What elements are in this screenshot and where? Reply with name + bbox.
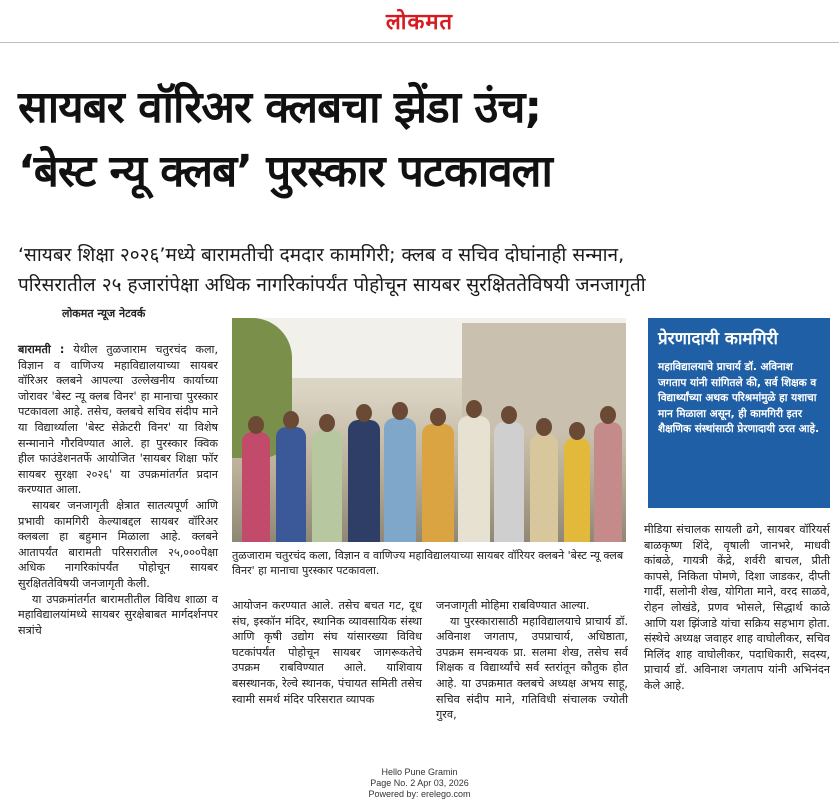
subheadline-line-1: ‘सायबर शिक्षा २०२६’मध्ये बारामतीची दमदार कामगिरी; क्लब व सचिव दोघांनाही सन्मान, — [18, 244, 625, 266]
article-paragraph-4: आयोजन करण्यात आले. तसेच बचत गट, दूध संघ, इस्कॉन मंदिर, स्थानिक व्यावसायिक संस्था आणि कृषी उद्योग संघ यांसारख्या विविध घटकांपर्यंत पोहोचून सायबर जागरूकतेचे उपक्रम राबविण्यात आले. याशिवाय बसस्थानक, रेल्वे स्थानक, पंचायत समिती तसेच स्वामी समर्थ मंदिर परिसरात व्यापक — [232, 599, 422, 706]
masthead-divider — [0, 42, 839, 43]
photo-group-people — [232, 392, 626, 542]
article-paragraph-2: सायबर जनजागृती क्षेत्रात सातत्यपूर्ण आणि प्रभावी कामगिरी केल्याबद्दल सायबर वॉरिअर क्लबला हा बहुमान मिळाला आहे. क्लबने आतापर्यंत बारामती परिसरातील २५,०००पेक्षा अधिक नागरिकांपर्यंत पोहोचून सायबर सुरक्षिततेविषयी जनजागृती केली. — [18, 498, 218, 590]
news-photo — [232, 318, 626, 542]
dateline-place: बारामती : — [18, 343, 65, 356]
subheadline — [18, 240, 830, 300]
article-column-2 — [232, 598, 422, 707]
footer-powered-by: Powered by: erelego.com — [368, 789, 471, 799]
footer-edition: Hello Pune Gramin — [381, 767, 458, 777]
article-column-1 — [18, 342, 218, 638]
page-footer — [0, 767, 839, 800]
article-column-4 — [644, 522, 830, 694]
article-column-3 — [436, 598, 628, 723]
sidebar-box — [648, 318, 830, 508]
photo-caption: तुळजाराम चतुरचंद कला, विज्ञान व वाणिज्य महाविद्यालयाच्या सायबर वॉरियर क्लबने 'बेस्ट न्यू क्लब विनर' हा मानाचा पुरस्कार पटकावला. — [232, 549, 624, 577]
subheadline-line-2: परिसरातील २५ हजारांपेक्षा अधिक नागरिकांपर्यंत पोहोचून सायबर सुरक्षिततेविषयी जनजागृती — [18, 274, 646, 296]
headline-line-1: सायबर वॉरिअर क्लबचा झेंडा उंच; — [18, 82, 542, 133]
headline-line-2: ‘बेस्ट न्यू क्लब’ पुरस्कार पटकावला — [18, 146, 552, 197]
article-paragraph-3: या उपक्रमांतर्गत बारामतीतील विविध शाळा व महाविद्यालयांमध्ये सायबर सुरक्षेबाबत मार्गदर्शनपर सत्रांचे — [18, 592, 218, 637]
masthead — [0, 0, 839, 42]
article-paragraph-5: जनजागृती मोहिमा राबविण्यात आल्या. — [436, 599, 590, 612]
sidebar-body: महाविद्यालयाचे प्राचार्य डॉ. अविनाश जगताप यांनी सांगितले की, सर्व शिक्षक व विद्यार्थ्यांच्या अथक परिश्रमांमुळे हा यशाचा मान मिळाला असून, ही कामगिरी इतर शैक्षणिक संस्थांसाठी प्रेरणादायी ठरत आहे. — [658, 361, 820, 435]
sidebar-title: प्रेरणादायी कामगिरी — [658, 329, 778, 349]
article-paragraph-6: या पुरस्कारासाठी महाविद्यालयाचे प्राचार्य डॉ. अविनाश जगताप, उपप्राचार्य, अधिष्ठाता, उपक्रम समन्वयक प्रा. सलमा शेख, तसेच सर्व शिक्षक व विद्यार्थ्यांचे सर्व स्तरांतून कौतुक होत आहे. या उपक्रमात क्लबचे अध्यक्ष अभय साहू, सचिव संदीप माने, गतिविधी संचालक ज्योती गुरव, — [436, 614, 628, 722]
footer-page-date: Page No. 2 Apr 03, 2026 — [370, 778, 469, 788]
headline — [18, 76, 828, 204]
lokmat-logo: लोकमत — [385, 10, 454, 35]
article-paragraph-7: मीडिया संचालक सायली ढगे, सायबर वॉरियर्स बाळकृष्ण शिंदे, वृषाली जानभरे, माधवी कांबळे, गायत्री केंद्रे, शर्वरी बाचल, प्रीती कापसे, निकिता पोमणे, दिशा जाडकर, दीप्ती गार्दी, सलोनी शेख, योगिता माने, वरद साळवे, रोहन लोखंडे, प्रणव भोसले, सिद्धार्थ काळे आणि यश झिंजाडे यांचा सक्रिय सहभाग होता. संस्थेचे अध्यक्ष जवाहर शाह वाघोलीकर, सचिव मिलिंद शाह वाघोलीकर, पदाधिकारी, सदस्य, प्राचार्य डॉ. अविनाश जगताप यांनी अभिनंदन केले आहे. — [644, 523, 830, 692]
article-paragraph-1: येथील तुळजाराम चतुरचंद कला, विज्ञान व वाणिज्य महाविद्यालयाच्या सायबर वॉरिअर क्लबने आपल्या उल्लेखनीय कार्याच्या जोरावर 'बेस्ट न्यू क्लब विनर' हा मानाचा पुरस्कार पटकावला आहे. तसेच, क्लबचे सचिव संदीप माने या विद्यार्थ्याला 'बेस्ट सेक्रेटरी विनर' या विशेष सन्मानाने गौरविण्यात आले. हा पुरस्कार क्विक हील फाउंडेशनतर्फे आयोजित 'सायबर शिक्षा फॉर सायबर सुरक्षा २०२६' या उपक्रमांतर्गत प्रदान करण्यात आला. — [18, 343, 219, 497]
byline: लोकमत न्यूज नेटवर्क — [62, 307, 146, 320]
